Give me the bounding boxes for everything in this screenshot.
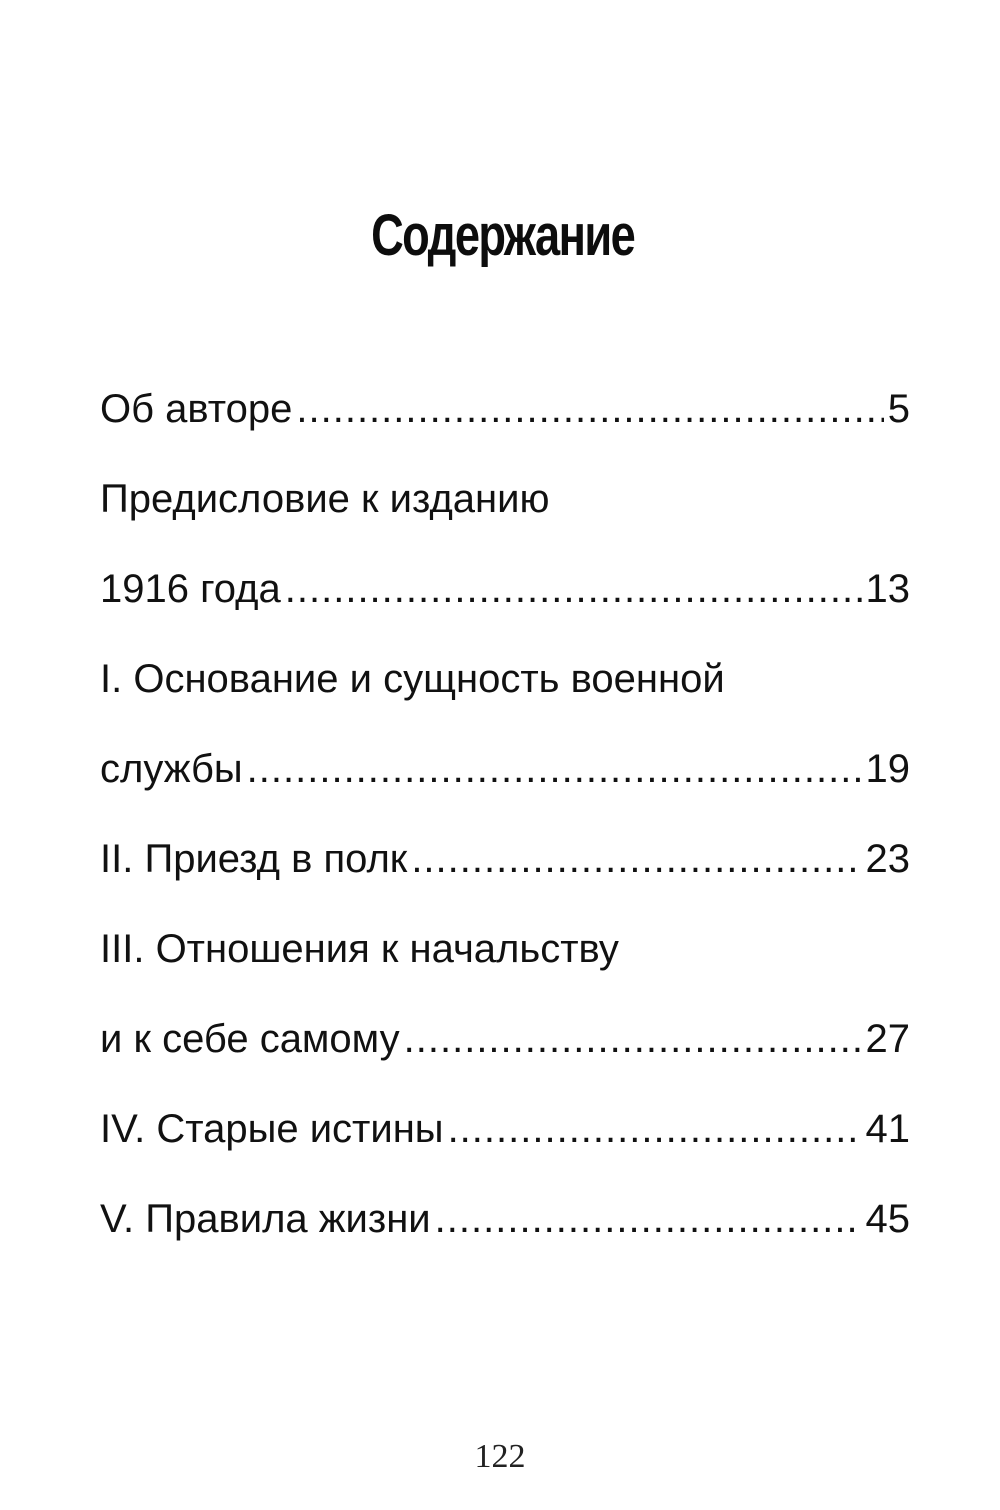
toc-entry-preface-line1 <box>100 454 910 544</box>
toc-entry-label: Предисловие к изданию <box>100 477 550 521</box>
dot-leader <box>247 724 862 814</box>
page-number: 122 <box>474 1438 526 1475</box>
dot-leader <box>448 1084 862 1174</box>
toc-entry-label: III. Отношения к начальству <box>100 927 619 971</box>
toc-entry-label: V. Правила жизни <box>100 1197 431 1241</box>
toc-entry-page: 27 <box>865 1017 910 1061</box>
dot-leader <box>435 1174 862 1264</box>
toc-entry-chapter-1-line2 <box>100 724 910 814</box>
toc-entry-chapter-1-line1 <box>100 634 910 724</box>
toc-entry-label: Об авторе <box>100 387 293 431</box>
toc-entry-chapter-2 <box>100 814 910 904</box>
toc-entry-page: 41 <box>865 1107 910 1151</box>
toc-entry-label: службы <box>100 747 243 791</box>
dot-leader <box>296 364 883 454</box>
toc-entry-page: 45 <box>865 1197 910 1241</box>
dot-leader <box>285 544 862 634</box>
toc-entry-chapter-3-line1 <box>100 904 910 994</box>
toc-entry-label: I. Основание и сущность военной <box>100 657 725 701</box>
toc-entry-chapter-3-line2 <box>100 994 910 1084</box>
toc-entry-page: 23 <box>865 837 910 881</box>
table-of-contents <box>100 364 910 1264</box>
dot-leader <box>411 814 861 904</box>
toc-entry-page: 13 <box>865 567 910 611</box>
toc-entry-chapter-4 <box>100 1084 910 1174</box>
dot-leader <box>404 994 862 1084</box>
toc-entry-about-author <box>100 364 910 454</box>
toc-entry-label: и к себе самому <box>100 1017 400 1061</box>
toc-entry-label: 1916 года <box>100 567 281 611</box>
toc-entry-label: II. Приезд в полк <box>100 837 408 881</box>
toc-entry-label: IV. Старые истины <box>100 1107 444 1151</box>
toc-entry-page: 5 <box>887 387 910 431</box>
toc-entry-chapter-5 <box>100 1174 910 1264</box>
toc-entry-preface-line2 <box>100 544 910 634</box>
page-title: Содержание <box>371 203 635 268</box>
toc-entry-page: 19 <box>865 747 910 791</box>
